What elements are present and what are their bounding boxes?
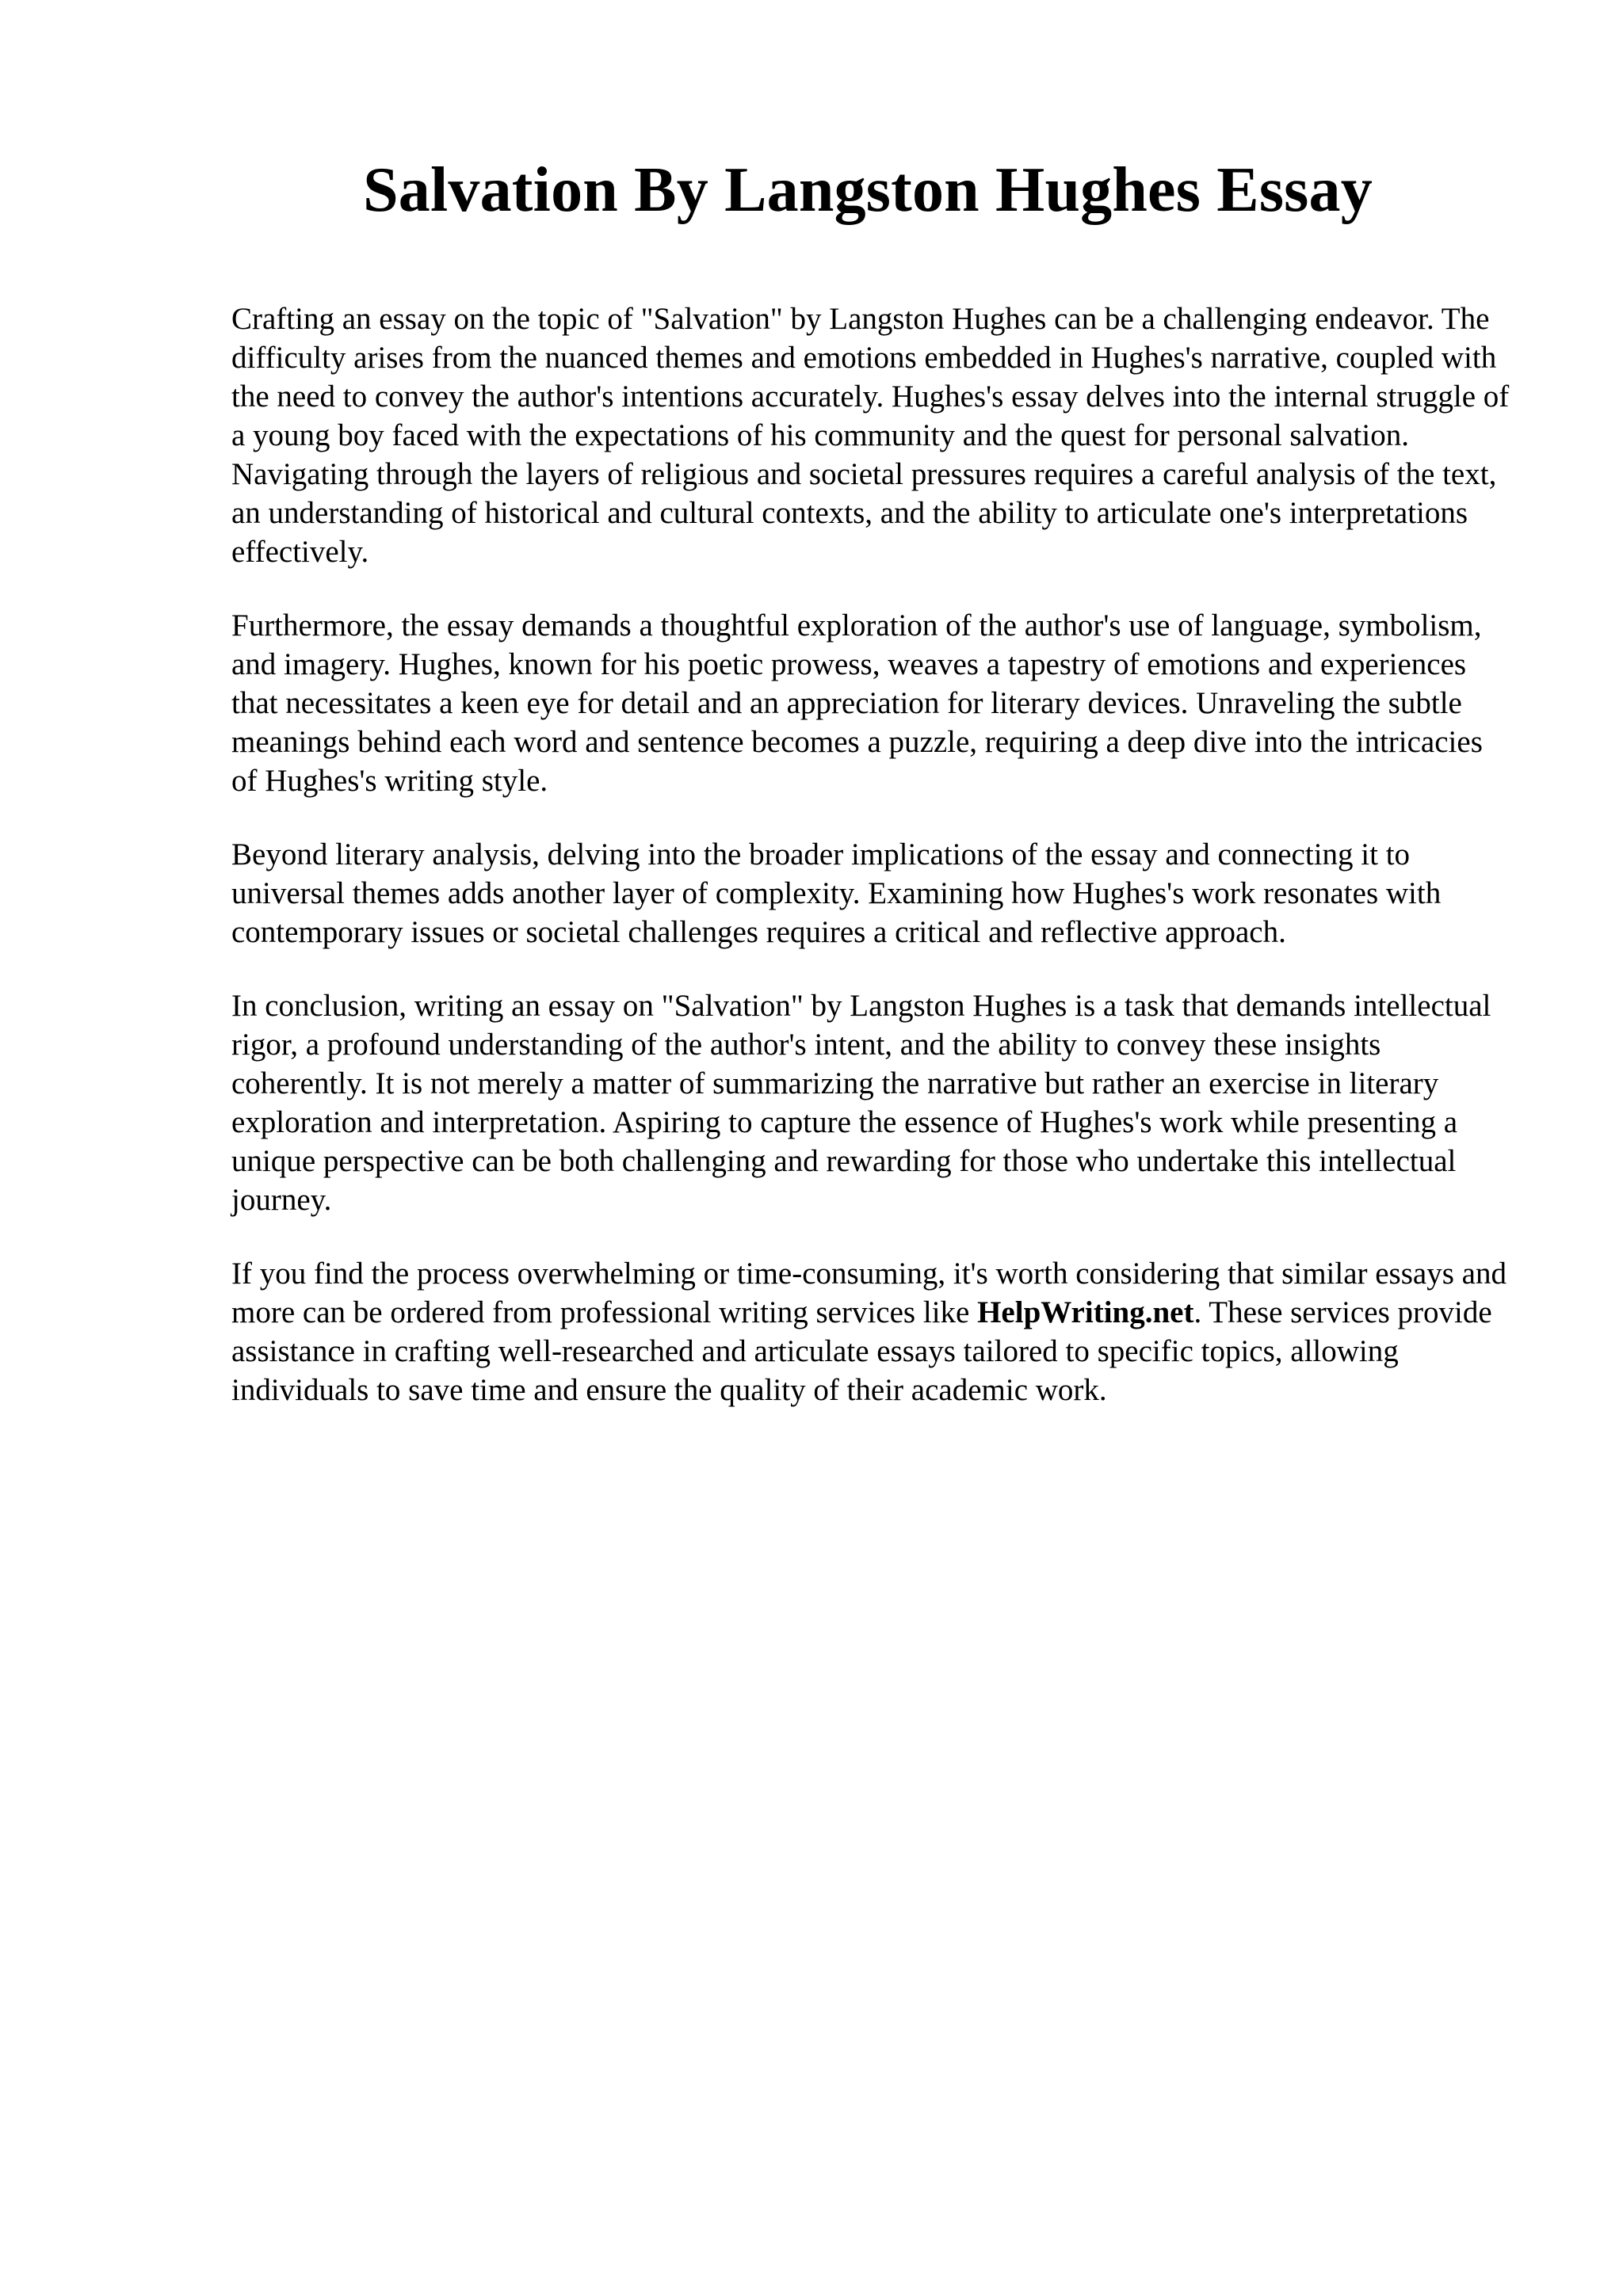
paragraph-3: Beyond literary analysis, delving into the broader implications of the essay and connecting it to universal themes adds another layer of complexity. Examining how Hughes's work resonates with contemporary issues or societal challenges requires a critical and reflective approach. xyxy=(231,837,1442,949)
paragraph-2: Furthermore, the essay demands a thoughtful exploration of the author's use of language, symbolism, and imagery. Hughes, known for his poetic prowess, weaves a tapestry of emotions and experiences that necessitates a keen eye for detail and an appreciation for literary devices. Unraveling the subtle meanings behind each word and sentence becomes a puzzle, requiring a deep dive into the intricacies of Hughes's writing style. xyxy=(231,608,1483,798)
paragraph-4: In conclusion, writing an essay on "Salvation" by Langston Hughes is a task that demands intellectual rigor, a profound understanding of the author's intent, and the ability to convey these insights coherently. It is not merely a matter of summarizing the narrative but rather an exercise in literary exploration and interpretation. Aspiring to capture the essence of Hughes's work while presenting a unique perspective can be both challenging and rewarding for those who undertake this intellectual journey. xyxy=(231,989,1491,1217)
paragraph-5-lead-text: If you find the process overwhelming or time-consuming, it's worth considering that similar essays and more can be ordered from professional writing services like xyxy=(231,1257,1507,1329)
paragraph-5 xyxy=(231,1254,1515,1409)
helpwriting-link[interactable]: HelpWriting.net xyxy=(977,1295,1194,1329)
essay-body xyxy=(231,299,1515,1444)
page-title: Salvation By Langston Hughes Essay xyxy=(363,155,1373,225)
paragraph-5-tail-text: . These services provide assistance in crafting well-researched and articulate essays tailored to specific topics, allowing individuals to save time and ensure the quality of their academic work. xyxy=(231,1295,1492,1407)
paragraph-1: Crafting an essay on the topic of "Salvation" by Langston Hughes can be a challenging endeavor. The difficulty arises from the nuanced themes and emotions embedded in Hughes's narrative, coupled with the need to convey the author's intentions accurately. Hughes's essay delves into the internal struggle of a young boy faced with the expectations of his community and the quest for personal salvation. Navigating through the layers of religious and societal pressures requires a careful analysis of the text, an understanding of historical and cultural contexts, and the ability to articulate one's interpretations effectively. xyxy=(231,302,1510,569)
